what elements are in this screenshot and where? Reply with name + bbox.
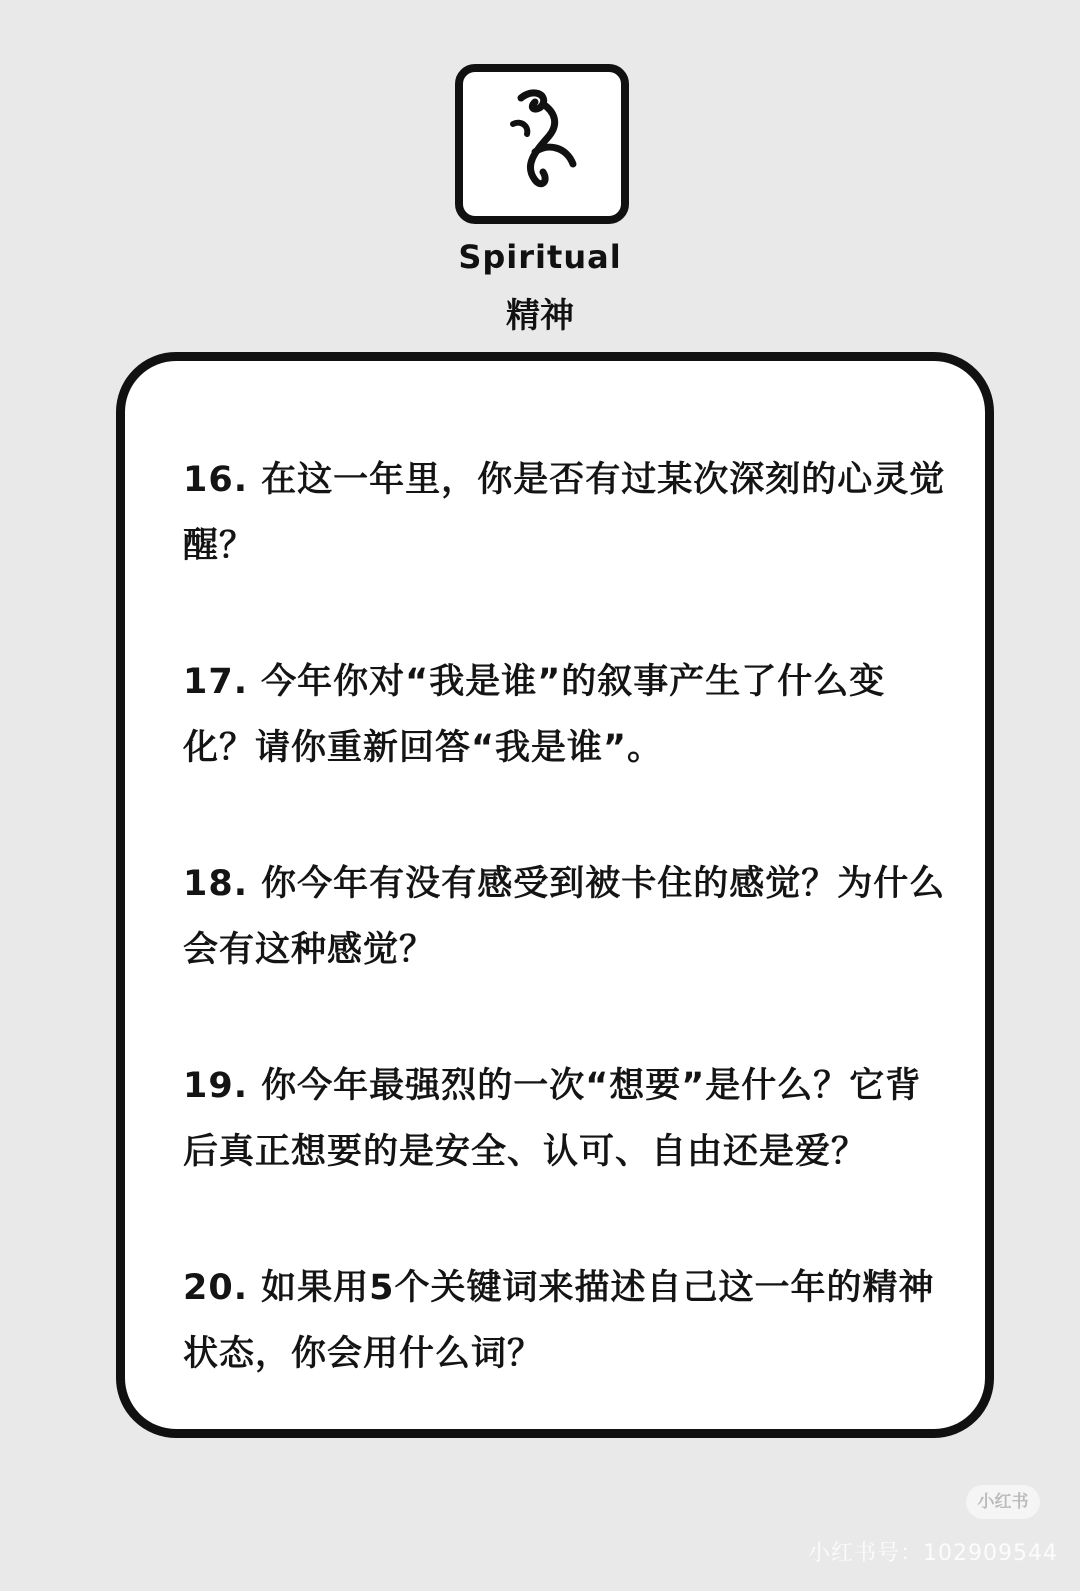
glyph-icon xyxy=(463,72,621,216)
question-18: 18. 你今年有没有感受到被卡住的感觉？为什么会有这种感觉？ xyxy=(183,864,946,970)
question-card xyxy=(116,352,994,1438)
category-label-zh: 精神 xyxy=(506,296,574,336)
category-label-en: Spiritual xyxy=(458,238,622,276)
question-16: 16. 在这一年里，你是否有过某次深刻的心灵觉醒？ xyxy=(183,460,946,566)
question-list xyxy=(183,447,953,1457)
question-20: 20. 如果用5个关键词来描述自己这一年的精神状态，你会用什么词？ xyxy=(183,1268,935,1374)
watermark-logo: 小红书 xyxy=(966,1485,1040,1519)
question-19: 19. 你今年最强烈的一次“想要”是什么？它背后真正想要的是安全、认可、自由还是爱？ xyxy=(183,1066,922,1172)
watermark-id: 小红书号：102909544 xyxy=(808,1541,1058,1566)
question-17: 17. 今年你对“我是谁”的叙事产生了什么变化？请你重新回答“我是谁”。 xyxy=(183,662,886,768)
glyph-icon-box xyxy=(455,64,629,224)
